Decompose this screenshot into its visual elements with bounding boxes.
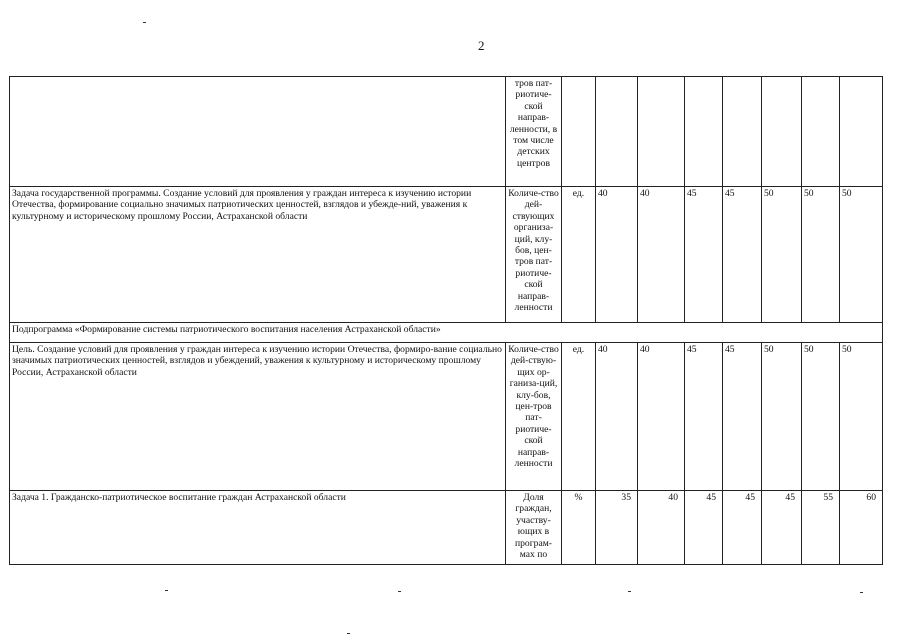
- value-cell: 40: [638, 187, 685, 323]
- page-number: 2: [478, 38, 485, 53]
- subprogram-title: Подпрограмма «Формирование системы патриотического воспитания населения Астраханской области»: [10, 323, 883, 343]
- scan-speck: [347, 633, 350, 634]
- value-cell: 45: [723, 187, 762, 323]
- goal-description-cell: [10, 77, 506, 187]
- table-row: [10, 343, 883, 491]
- unit-cell: ед.: [562, 343, 596, 491]
- value-cell: 45: [723, 491, 762, 565]
- value-cell: 40: [638, 343, 685, 491]
- goal-description-cell: Задача государственной программы. Создание условий для проявления у граждан интереса к изучению истории Отечества, формирование социально значимых патриотических ценностей, взглядов и убежде-ний, уважения к культурному и историческому прошлому России, Астраханской области: [10, 187, 506, 323]
- value-cell: 45: [685, 343, 723, 491]
- value-cell: [638, 77, 685, 187]
- indicator-name-cell: Количе-ство дей-ствую-щих ор-ганиза-ций, клу-бов, цен-тров пат-риотиче-ской направ-ленности: [506, 343, 562, 491]
- goal-description-cell: Задача 1. Гражданско-патриотическое воспитание граждан Астраханской области: [10, 491, 506, 565]
- value-cell: 35: [596, 491, 638, 565]
- value-cell: 55: [802, 491, 840, 565]
- unit-cell: [562, 77, 596, 187]
- value-cell: 60: [840, 491, 883, 565]
- indicators-table: [9, 76, 883, 565]
- scan-speck: [398, 591, 401, 592]
- value-cell: 45: [685, 187, 723, 323]
- scan-speck: [143, 22, 146, 23]
- value-cell: [762, 77, 802, 187]
- value-cell: 50: [802, 187, 840, 323]
- value-cell: 50: [762, 343, 802, 491]
- value-cell: 50: [762, 187, 802, 323]
- value-cell: 50: [840, 343, 883, 491]
- value-cell: [723, 77, 762, 187]
- value-cell: [802, 77, 840, 187]
- indicator-name-cell: Количе-ство дей-ствующих организа-ций, клу-бов, цен-тров пат-риотиче-ской направ-ленности: [506, 187, 562, 323]
- value-cell: 45: [723, 343, 762, 491]
- unit-cell: %: [562, 491, 596, 565]
- goal-description-cell: Цель. Создание условий для проявления у граждан интереса к изучению истории Отечества, формиро-вание социально значимых патриотических ценностей, взглядов и убеждений, уважения к культурному и историческому прошлому России, Астраханской области: [10, 343, 506, 491]
- value-cell: [596, 77, 638, 187]
- unit-cell: ед.: [562, 187, 596, 323]
- indicator-name-cell: тров пат-риотиче-ской направ-ленности, в том числе детских центров: [506, 77, 562, 187]
- scan-speck: [628, 591, 631, 592]
- scan-speck: [165, 590, 168, 591]
- subprogram-row: [10, 323, 883, 343]
- value-cell: 40: [596, 187, 638, 323]
- table-row: [10, 187, 883, 323]
- value-cell: 45: [685, 491, 723, 565]
- value-cell: [685, 77, 723, 187]
- table-row: [10, 491, 883, 565]
- value-cell: 50: [802, 343, 840, 491]
- value-cell: [840, 77, 883, 187]
- value-cell: 40: [596, 343, 638, 491]
- value-cell: 40: [638, 491, 685, 565]
- indicator-name-cell: Доля граждан, участву-ющих в програм-мах по: [506, 491, 562, 565]
- scan-speck: [860, 592, 863, 593]
- value-cell: 50: [840, 187, 883, 323]
- value-cell: 45: [762, 491, 802, 565]
- table-row: [10, 77, 883, 187]
